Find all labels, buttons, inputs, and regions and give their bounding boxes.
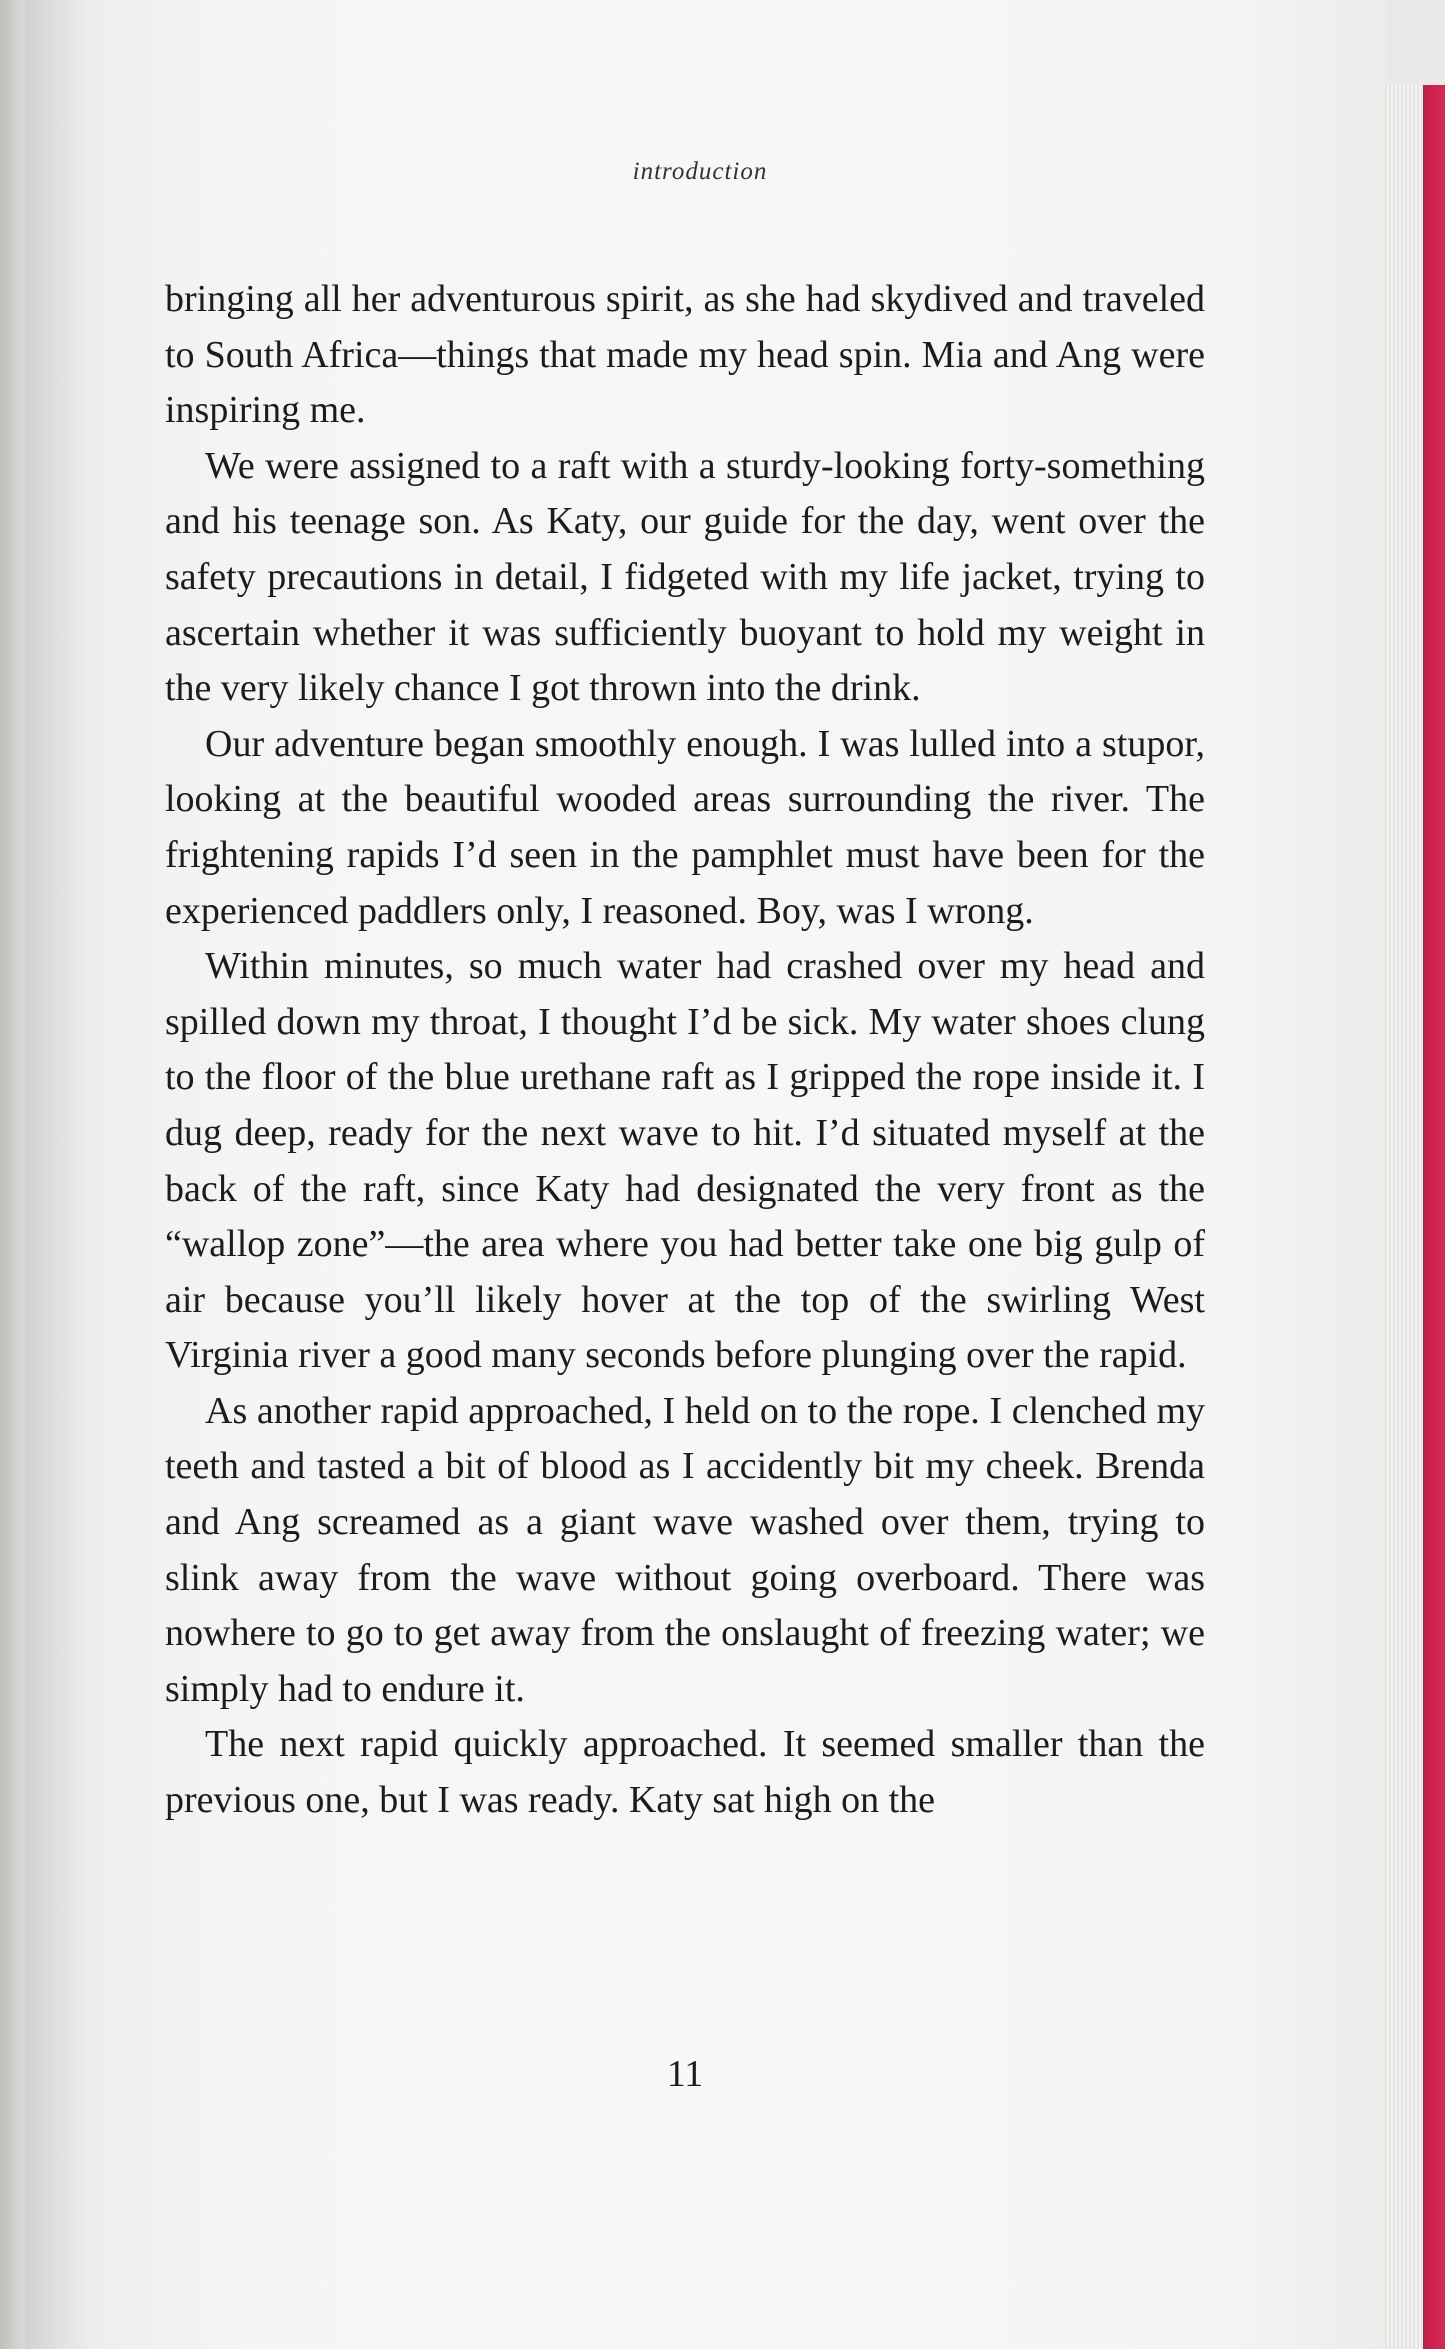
book-page xyxy=(30,0,1385,2349)
paragraph-3: Our adventure began smoothly enough. I was lulled into a stupor, looking at the beautiful wooded areas surrounding the river. The frightening rapids I’d seen in the pamphlet must have been for the experienced paddlers only, I reasoned. Boy, was I wrong. xyxy=(165,722,1205,932)
paragraph-4: Within minutes, so much water had crashed over my head and spilled down my throat, I thought I’d be sick. My water shoes clung to the floor of the blue urethane raft as I gripped the rope inside it. I dug deep, ready for the next wave to hit. I’d situated myself at the back of the raft, since Katy had designated the very front as the “wallop zone”—the area where you had better take one big gulp of air because you’ll likely hover at the top of the swirling West Virginia river a good many seconds before plunging over the rapid. xyxy=(165,945,1205,1377)
page-number: 11 xyxy=(666,2053,704,2095)
paragraph-1: bringing all her adventurous spirit, as she had skydived and traveled to South Africa—things that made my head spin. Mia and Ang were inspiring me. xyxy=(165,278,1205,432)
running-head: introduction xyxy=(632,158,768,185)
paragraph-6: The next rapid quickly approached. It seemed smaller than the previous one, but I was ready. Katy sat high on the xyxy=(165,1723,1205,1822)
paragraph-2: We were assigned to a raft with a sturdy-looking forty-something and his teenage son. As Katy, our guide for the day, went over the safety precautions in detail, I fidgeted with my life jacket, trying to ascertain whether it was sufficiently buoyant to hold my weight in the very likely chance I got thrown into the drink. xyxy=(165,444,1205,710)
page-stack-edge xyxy=(1383,85,1423,2349)
body-text xyxy=(165,272,1205,1829)
paragraph-5: As another rapid approached, I held on to the rope. I clenched my teeth and tasted a bit of blood as I accidently bit my cheek. Brenda and Ang screamed as a giant wave washed over them, trying to slink away from the wave without going overboard. There was nowhere to go to get away from the onslaught of freezing water; we simply had to endure it. xyxy=(165,1389,1205,1710)
